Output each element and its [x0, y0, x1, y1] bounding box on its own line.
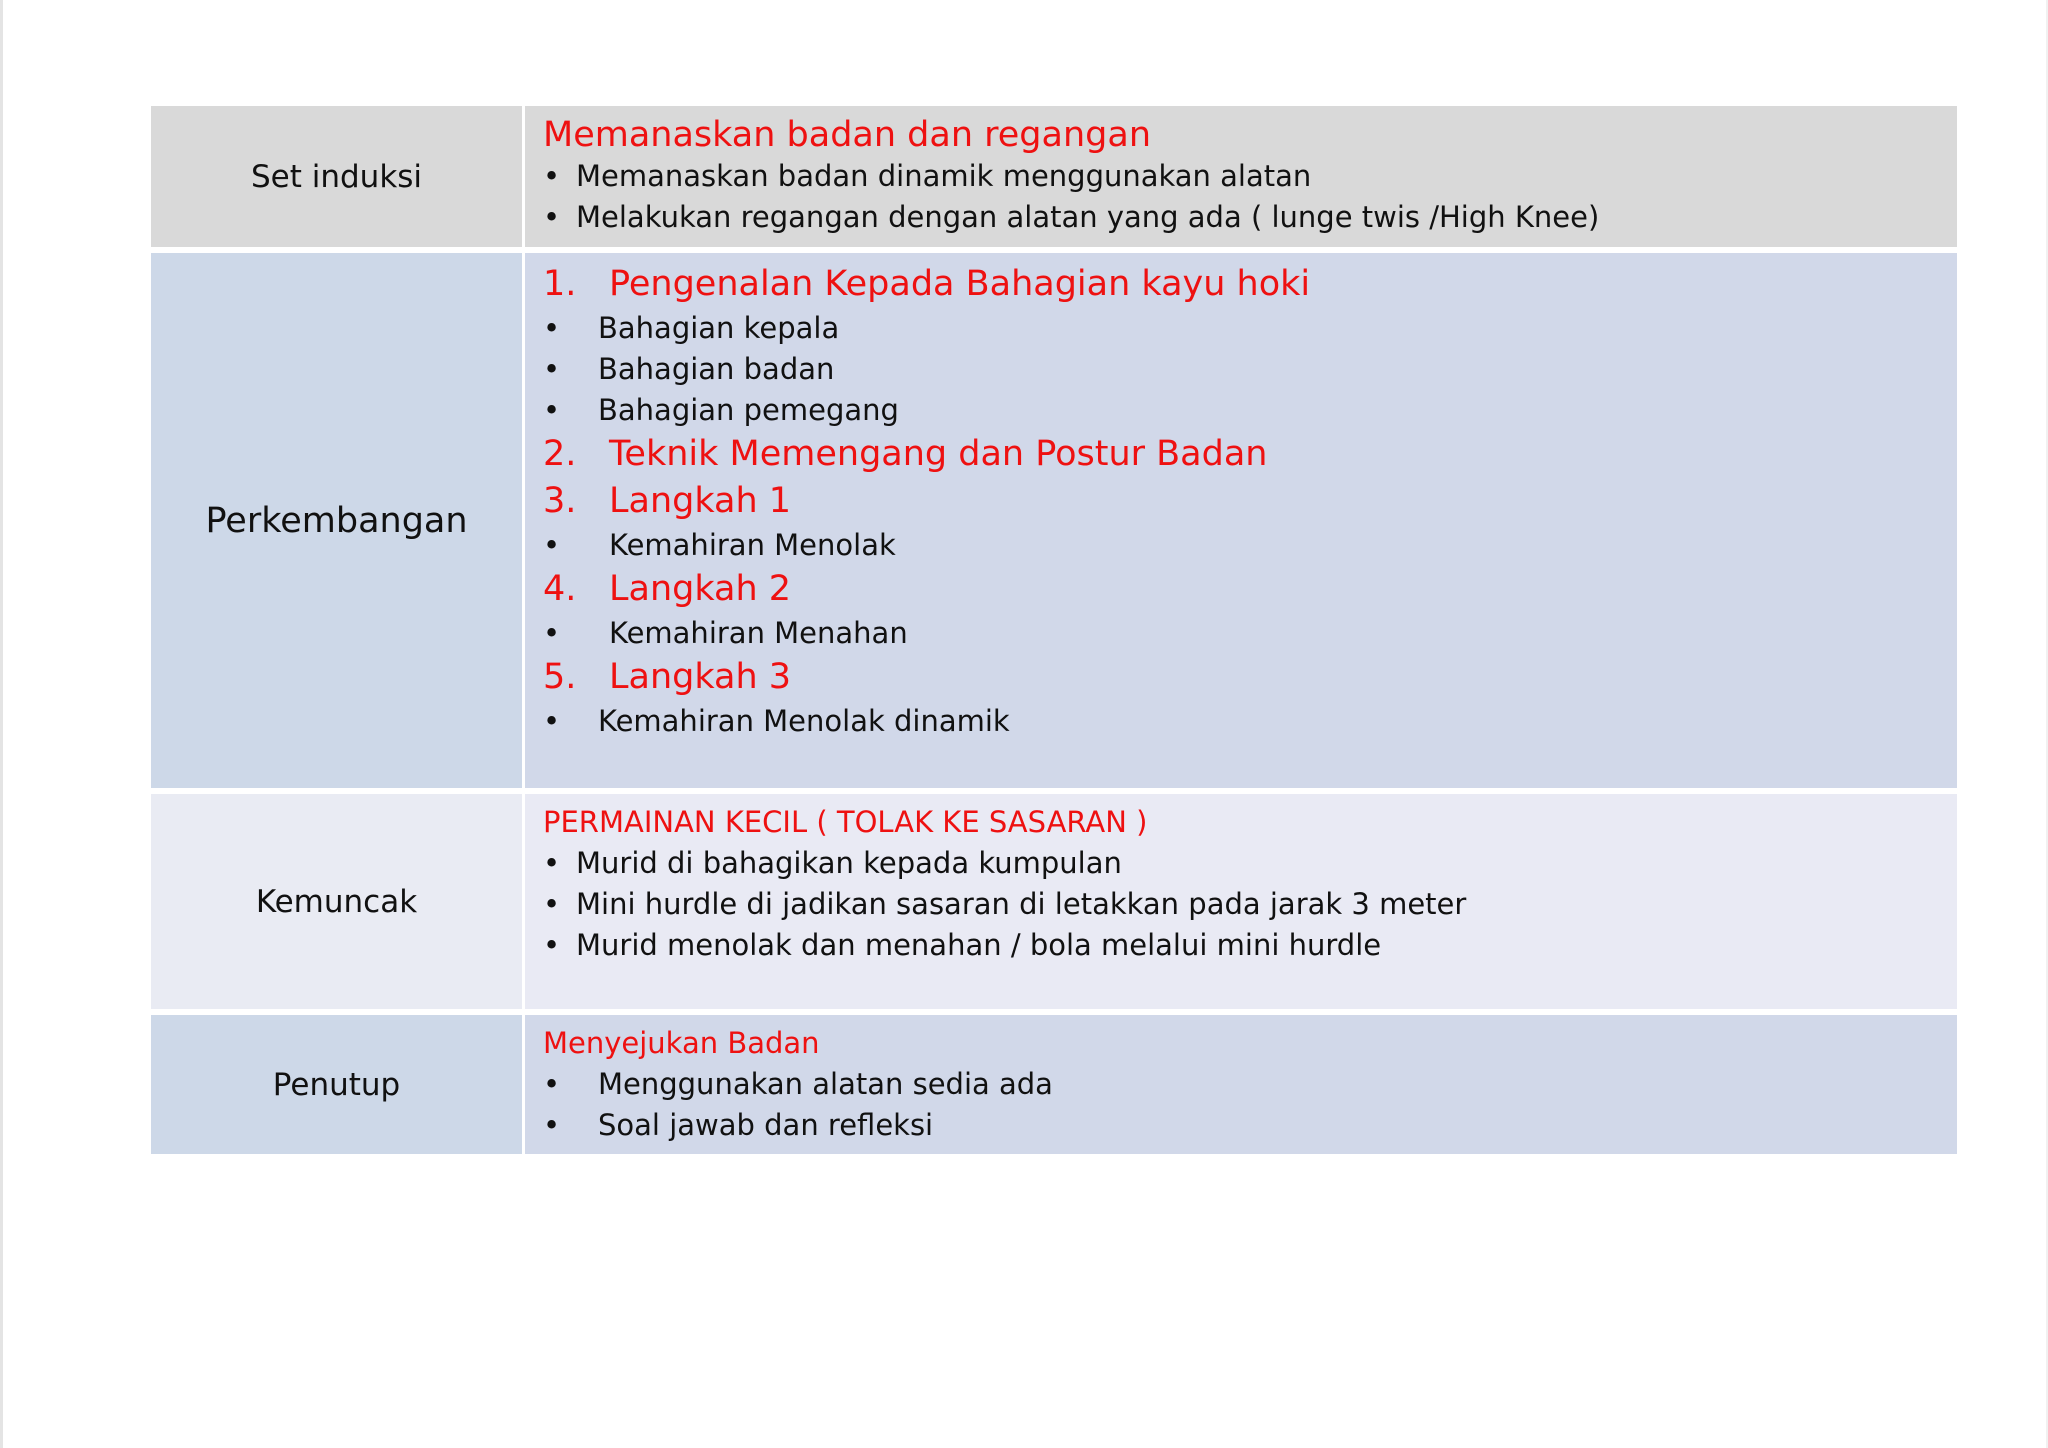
- numbered-heading: [543, 478, 1957, 525]
- section-heading: Menyejukan Badan: [543, 1026, 820, 1060]
- list-item-text: Melakukan regangan dengan alatan yang ada ( lunge twis /High Knee): [576, 200, 1600, 234]
- table-row-perkembangan: [151, 253, 1957, 794]
- list-number: 4.: [543, 569, 577, 609]
- list-item: [543, 390, 1957, 431]
- numbered-heading: [543, 261, 1957, 308]
- table-row-set-induksi: [151, 106, 1957, 253]
- numbered-heading-text: Pengenalan Kepada Bahagian kayu hoki: [609, 264, 1311, 304]
- list-number: 5.: [543, 657, 577, 697]
- bullet-icon: •: [543, 352, 561, 386]
- page-left-edge: [0, 0, 3, 1448]
- bullet-icon: •: [543, 927, 561, 962]
- stage-label-perkembangan: Perkembangan: [151, 253, 525, 788]
- list-item-text: Bahagian kepala: [598, 311, 840, 345]
- numbered-heading-text: Langkah 1: [609, 481, 792, 521]
- stage-label-kemuncak: Kemuncak: [151, 794, 525, 1009]
- bullet-icon: •: [543, 393, 561, 427]
- bullet-icon: •: [543, 159, 561, 193]
- bullet-icon: •: [543, 704, 561, 738]
- stage-content-set-induksi: [525, 106, 1957, 247]
- list-item: [543, 613, 1957, 654]
- list-item: [543, 156, 1957, 197]
- bullet-icon: •: [543, 200, 561, 234]
- list-item-text: Murid di bahagikan kepada kumpulan: [576, 845, 1122, 880]
- list-item-text: Bahagian pemegang: [598, 393, 899, 427]
- list-number: 3.: [543, 481, 577, 521]
- table-row-kemuncak: [151, 794, 1957, 1015]
- lesson-plan-table: [151, 106, 1957, 1154]
- stage-content-perkembangan: [525, 253, 1957, 788]
- section-heading: PERMAINAN KECIL ( TOLAK KE SASARAN ): [543, 805, 1148, 839]
- list-item: [543, 701, 1957, 742]
- list-item-text: Murid menolak dan menahan / bola melalui mini hurdle: [576, 927, 1382, 962]
- list-number: 1.: [543, 264, 577, 304]
- numbered-heading: [543, 654, 1957, 701]
- stage-label-penutup: Penutup: [151, 1015, 525, 1154]
- numbered-heading-text: Langkah 3: [609, 657, 792, 697]
- list-item-text: Menggunakan alatan sedia ada: [598, 1066, 1053, 1101]
- numbered-heading: [543, 431, 1957, 478]
- bullet-icon: •: [543, 528, 561, 562]
- list-item: [543, 308, 1957, 349]
- section-heading: Memanaskan badan dan regangan: [543, 115, 1152, 155]
- stage-label-set-induksi: Set induksi: [151, 106, 525, 247]
- list-number: 2.: [543, 434, 577, 474]
- numbered-heading-text: Teknik Memengang dan Postur Badan: [609, 434, 1268, 474]
- bullet-icon: •: [543, 311, 561, 345]
- stage-content-kemuncak: [525, 794, 1957, 1009]
- list-item-text: Mini hurdle di jadikan sasaran di letakkan pada jarak 3 meter: [576, 886, 1467, 921]
- list-item-text: Kemahiran Menahan: [609, 616, 908, 650]
- list-item-text: Kemahiran Menolak: [609, 528, 896, 562]
- list-item-text: Kemahiran Menolak dinamik: [598, 704, 1010, 738]
- list-item: [543, 843, 1957, 884]
- list-item: [543, 525, 1957, 566]
- bullet-icon: •: [543, 845, 561, 880]
- bullet-icon: •: [543, 616, 561, 650]
- list-item: [543, 884, 1957, 925]
- list-item: [543, 197, 1957, 238]
- stage-content-penutup: [525, 1015, 1957, 1154]
- numbered-heading-text: Langkah 2: [609, 569, 792, 609]
- list-item: [543, 1105, 1957, 1146]
- list-item-text: Memanaskan badan dinamik menggunakan alatan: [576, 159, 1312, 193]
- list-item-text: Bahagian badan: [598, 352, 835, 386]
- list-item-text: Soal jawab dan refleksi: [598, 1107, 934, 1142]
- numbered-heading: [543, 566, 1957, 613]
- list-item: [543, 1064, 1957, 1105]
- bullet-icon: •: [543, 1107, 561, 1142]
- list-item: [543, 349, 1957, 390]
- bullet-icon: •: [543, 1066, 561, 1101]
- list-item: [543, 925, 1957, 966]
- bullet-icon: •: [543, 886, 561, 921]
- table-row-penutup: [151, 1015, 1957, 1154]
